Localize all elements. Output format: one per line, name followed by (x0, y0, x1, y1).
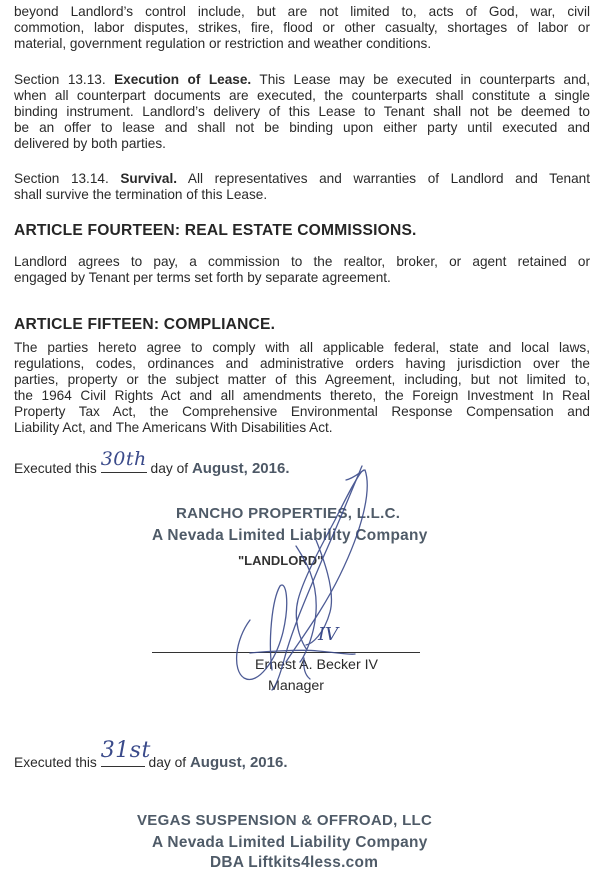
paragraph-line: parties, property or the subject matter of this Agreement, including, but not limited to, (14, 371, 590, 387)
execution-middle: day of (148, 755, 187, 770)
paragraph-line: This Lease may be executed in counterparts and, (259, 72, 590, 87)
paragraph-line: shall survive the termination of this Lease. (14, 186, 268, 202)
handwritten-day: 31st (100, 738, 151, 763)
paragraph-line: material, government regulation or restriction and weather conditions. (14, 35, 432, 51)
tenant-company-name: VEGAS SUSPENSION & OFFROAD, LLC (137, 812, 433, 829)
paragraph-line: be an offer to lease and shall not be binding upon either party until executed and (14, 119, 590, 135)
landlord-signer-title: Manager (268, 678, 324, 694)
execution-prefix: Executed this (14, 755, 97, 770)
paragraph-line: delivered by both parties. (14, 135, 166, 151)
execution-month-year: August, 2016. (191, 460, 290, 477)
tenant-dba: DBA Liftkits4less.com (210, 854, 379, 871)
handwritten-initials: IV (318, 624, 339, 645)
section-title: Survival. (120, 171, 178, 186)
section-number: Section 13.14. (14, 171, 109, 186)
paragraph-line: Property Tax Act, the Comprehensive Environmental Response Compensation and (14, 403, 590, 419)
landlord-entity-type: A Nevada Limited Liability Company (152, 527, 428, 544)
tenant-entity-type: A Nevada Limited Liability Company (152, 834, 428, 851)
handwritten-day: 30th (100, 448, 147, 470)
paragraph-line: binding instrument. Landlord’s delivery of this Lease to Tenant shall not be deemed to (14, 103, 590, 119)
paragraph-line: commotion, labor disputes, strikes, fire, flood or other casualty, shortages of labor or (14, 19, 590, 35)
landlord-company-name: RANCHO PROPERTIES, L.L.C. (176, 505, 401, 522)
article-15-heading: ARTICLE FIFTEEN: COMPLIANCE. (14, 316, 276, 333)
paragraph-line: the 1964 Civil Rights Act and all amendments thereto, the Foreign Investment In Real (14, 387, 590, 403)
execution-month-year: August, 2016. (189, 754, 288, 771)
execution-prefix: Executed this (14, 461, 97, 476)
landlord-role-label: "LANDLORD" (238, 553, 324, 568)
paragraph-line: engaged by Tenant per terms set forth by separate agreement. (14, 269, 391, 285)
section-title: Execution of Lease. (114, 72, 252, 87)
section-number: Section 13.13. (14, 72, 106, 87)
paragraph-line: Liability Act, and The Americans With Disabilities Act. (14, 419, 333, 435)
paragraph-line: Landlord agrees to pay, a commission to the realtor, broker, or agent retained or (14, 254, 590, 269)
paragraph-line: beyond Landlord’s control include, but are not limited to, acts of God, war, civil (14, 4, 590, 19)
execution-middle: day of (150, 461, 189, 476)
paragraph-line: regulations, codes, ordinances and administrative orders having jurisdiction over the (14, 355, 590, 371)
paragraph-line: when all counterpart documents are executed, the counterparts shall constitute a single (14, 87, 590, 103)
article-14-heading: ARTICLE FOURTEEN: REAL ESTATE COMMISSIONS. (14, 222, 417, 239)
paragraph-line: The parties hereto agree to comply with all applicable federal, state and local laws, (14, 340, 590, 355)
paragraph-line: All representatives and warranties of Landlord and Tenant (187, 171, 590, 186)
landlord-signer-name: Ernest A. Becker IV (255, 657, 379, 673)
